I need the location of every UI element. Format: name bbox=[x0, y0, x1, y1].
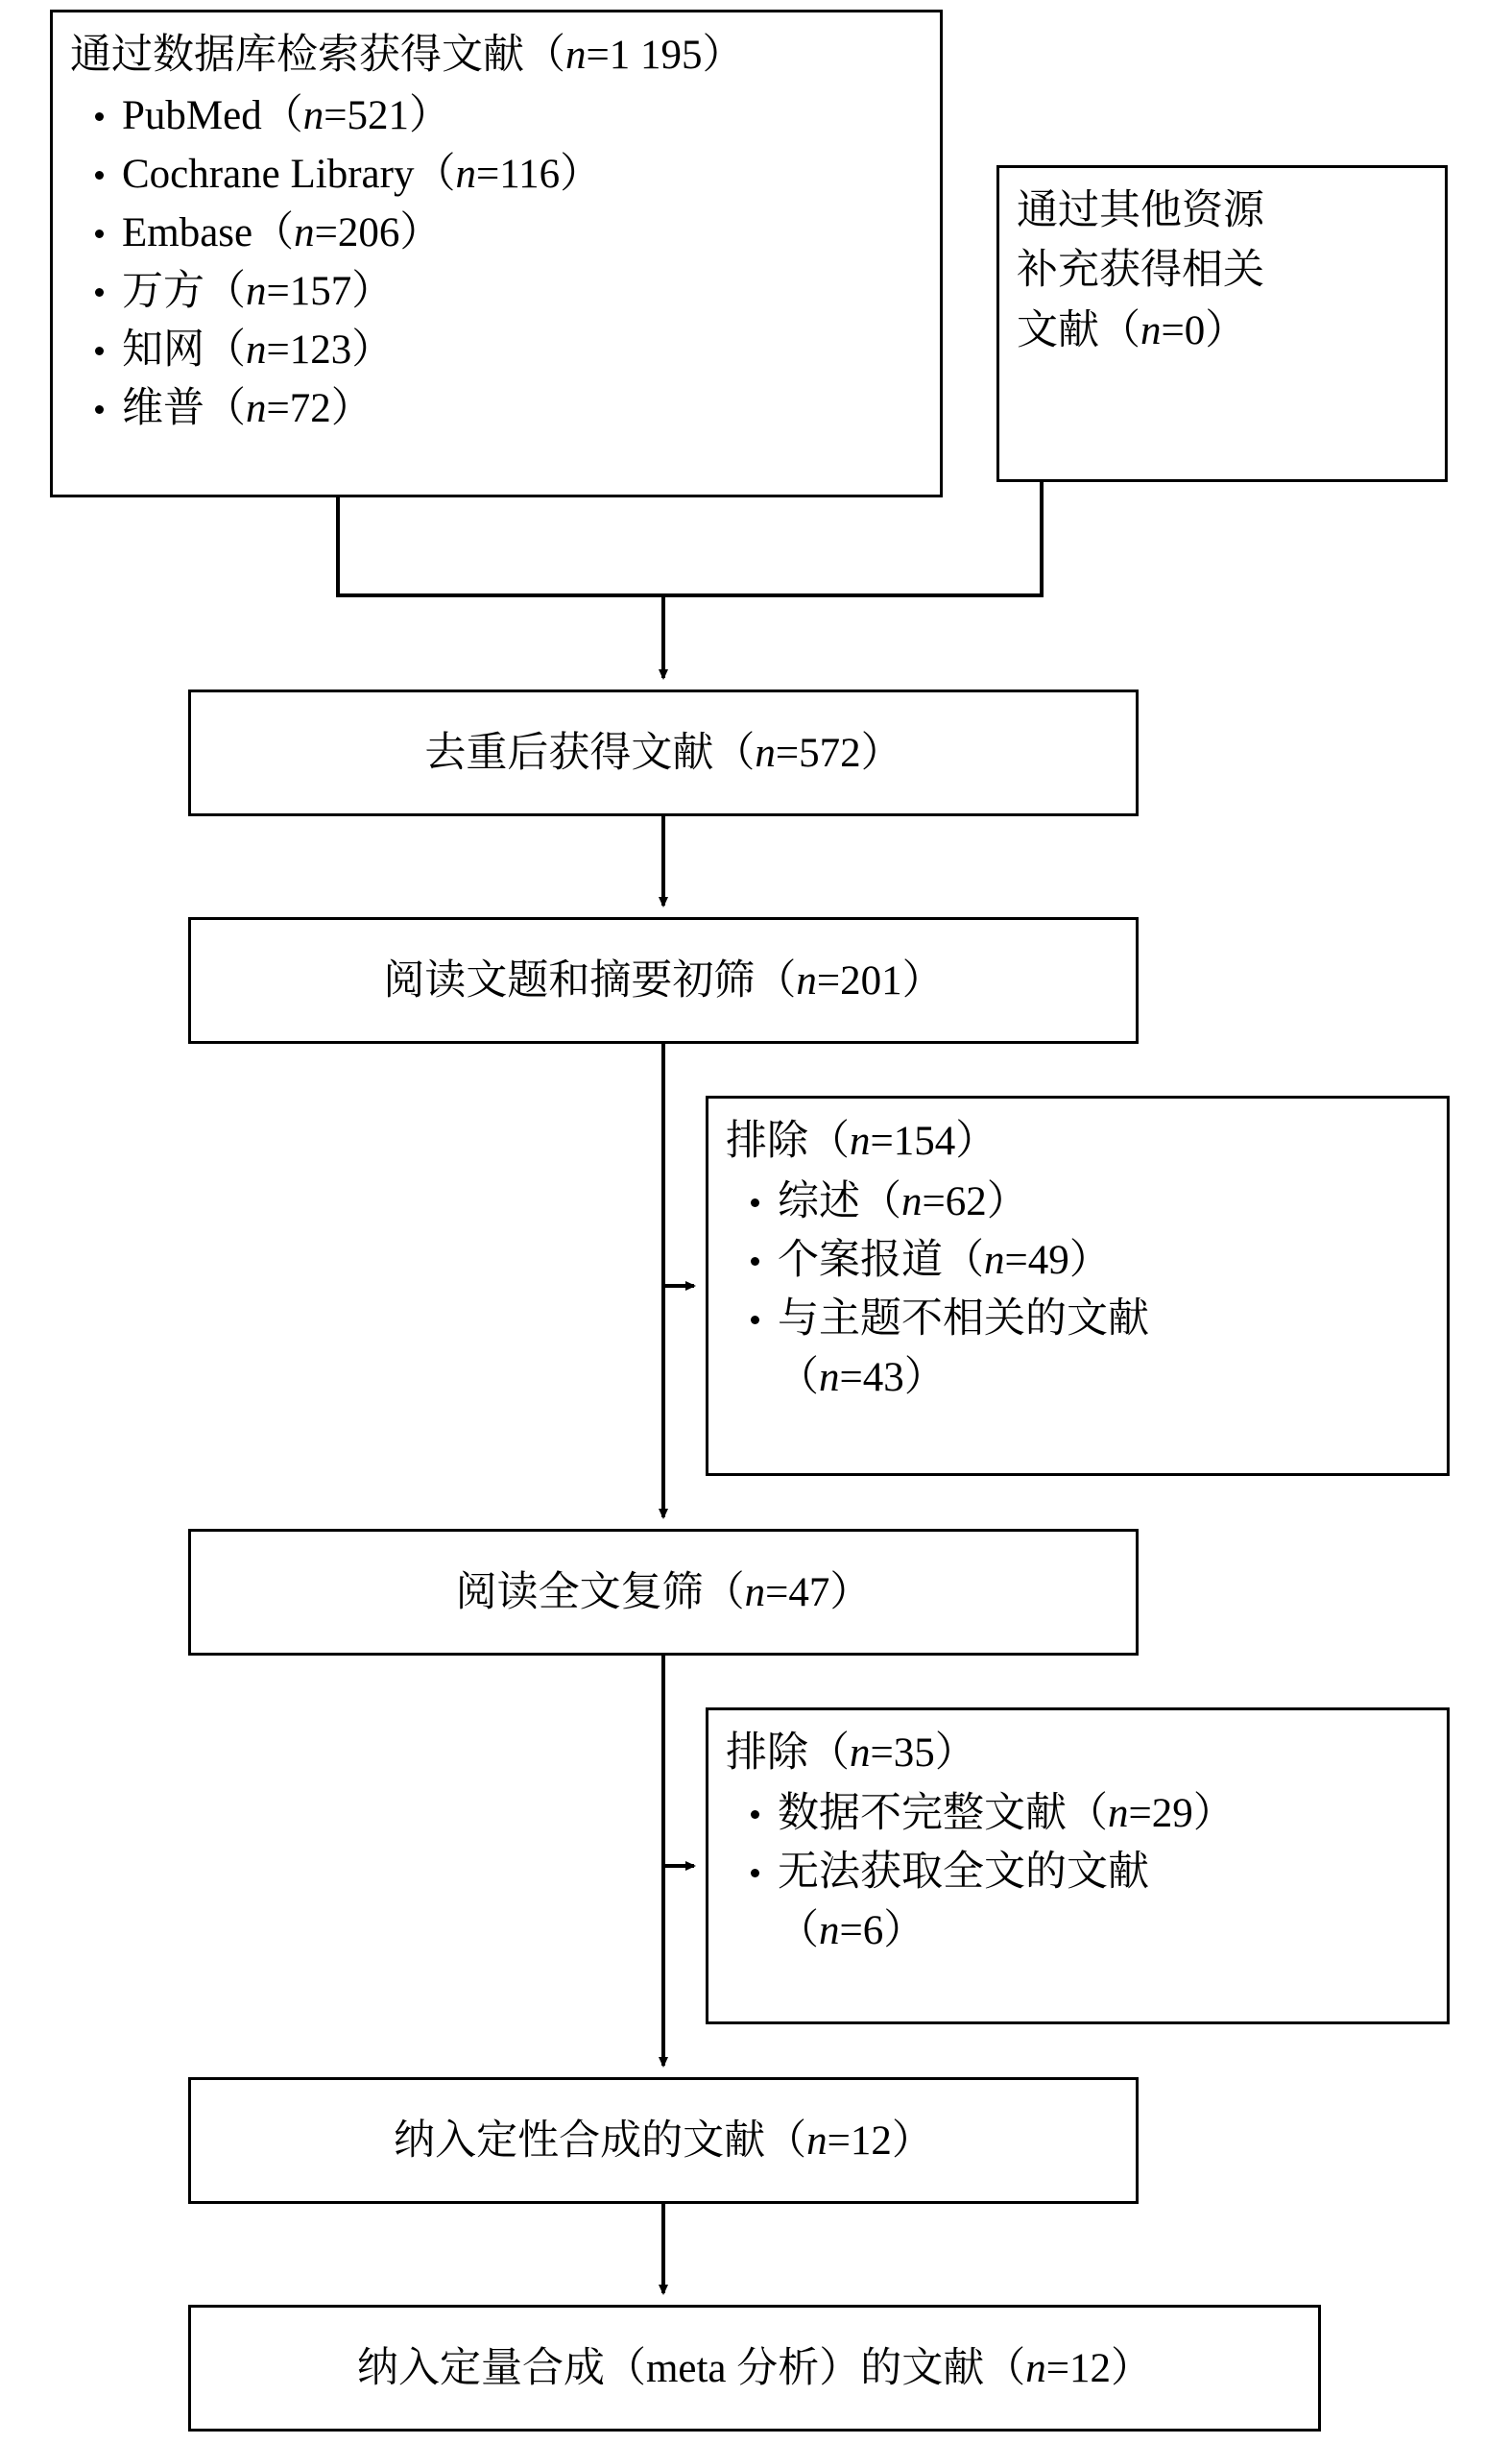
list-item: 数据不完整文献（n=29） bbox=[778, 1784, 1429, 1843]
excluded-first-round-list bbox=[726, 1173, 1429, 1407]
list-item: Embase（n=206） bbox=[122, 204, 923, 262]
node-other-sources-line2: 补充获得相关 bbox=[1017, 248, 1264, 294]
node-deduplicated-label: 去重后获得文献（n=572） bbox=[424, 731, 902, 776]
list-item: 万方（n=157） bbox=[122, 262, 923, 321]
node-excluded-first-round-title: 排除（n=154） bbox=[726, 1119, 997, 1164]
list-item: 知网（n=123） bbox=[122, 321, 923, 379]
list-item: Cochrane Library（n=116） bbox=[122, 145, 923, 204]
node-database-search-title: 通过数据库检索获得文献（n=1 195） bbox=[70, 33, 744, 78]
list-item: 与主题不相关的文献 bbox=[778, 1290, 1429, 1348]
list-item-continuation: （n=6） bbox=[778, 1908, 925, 1954]
node-title-abstract-screening-label: 阅读文题和摘要初筛（n=201） bbox=[383, 958, 944, 1004]
database-list bbox=[70, 86, 923, 438]
node-other-sources-line1: 通过其他资源 bbox=[1017, 188, 1264, 233]
list-item-continuation: （n=43） bbox=[778, 1355, 946, 1401]
node-excluded-first-round bbox=[706, 1096, 1450, 1476]
node-other-sources-line3: 文献（n=0） bbox=[1017, 307, 1247, 353]
node-fulltext-screening bbox=[188, 1529, 1139, 1656]
list-item: 个案报道（n=49） bbox=[778, 1231, 1429, 1290]
list-item: 综述（n=62） bbox=[778, 1173, 1429, 1231]
list-item: 无法获取全文的文献 bbox=[778, 1843, 1429, 1901]
node-deduplicated bbox=[188, 690, 1139, 816]
list-item: PubMed（n=521） bbox=[122, 86, 923, 145]
node-excluded-second-round-title: 排除（n=35） bbox=[726, 1730, 976, 1776]
node-qualitative-synthesis-label: 纳入定性合成的文献（n=12） bbox=[394, 2118, 933, 2164]
node-quantitative-synthesis bbox=[188, 2305, 1321, 2432]
list-item: 维普（n=72） bbox=[122, 379, 923, 438]
node-quantitative-synthesis-label: 纳入定量合成（meta 分析）的文献（n=12） bbox=[356, 2346, 1153, 2391]
node-fulltext-screening-label: 阅读全文复筛（n=47） bbox=[455, 1570, 872, 1615]
node-qualitative-synthesis bbox=[188, 2077, 1139, 2204]
excluded-second-round-list bbox=[726, 1784, 1429, 1960]
node-title-abstract-screening bbox=[188, 917, 1139, 1044]
node-database-search bbox=[50, 10, 943, 497]
node-other-sources bbox=[996, 165, 1448, 482]
node-excluded-second-round bbox=[706, 1707, 1450, 2024]
